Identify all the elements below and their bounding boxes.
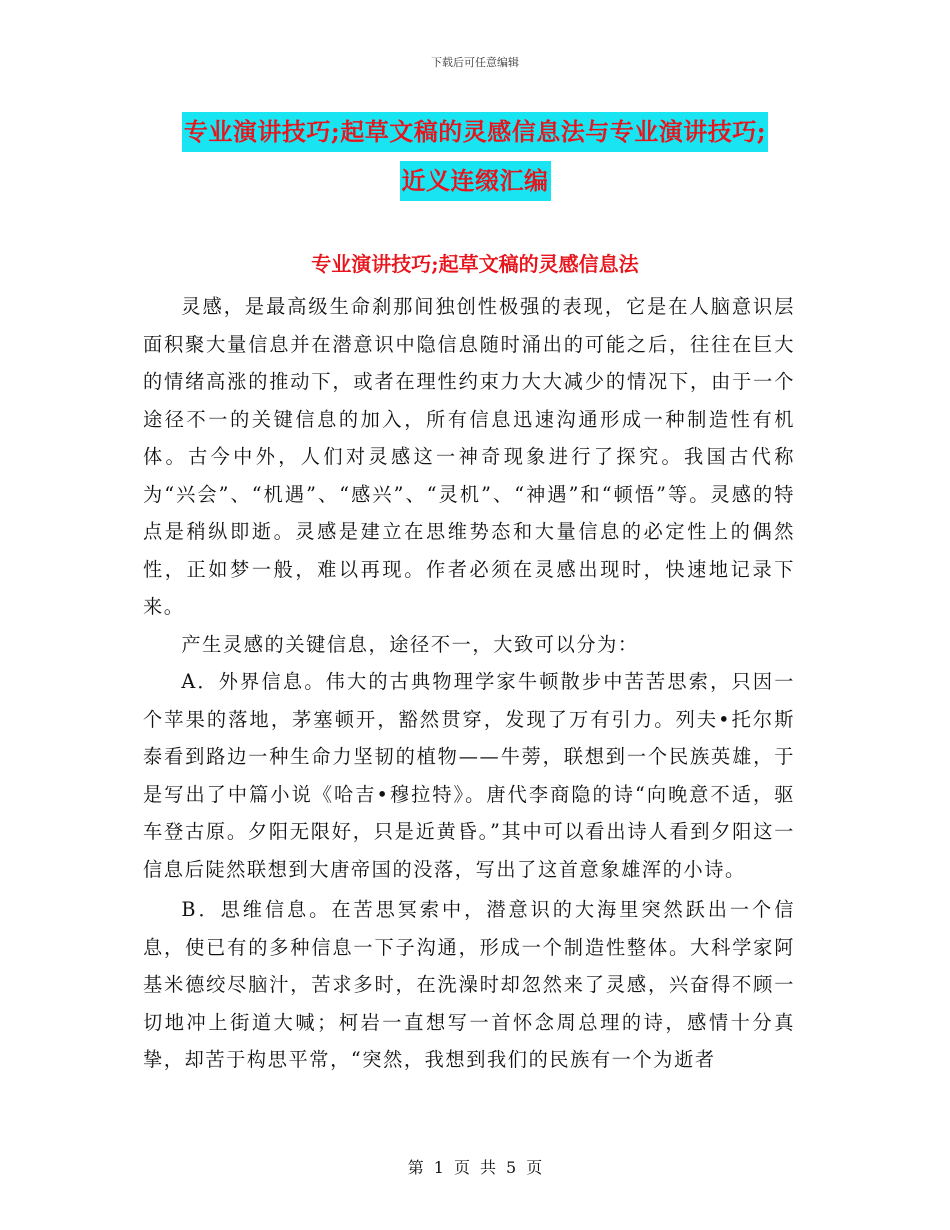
document-title <box>0 112 950 201</box>
paragraph-intro: 灵感，是最高级生命刹那间独创性极强的表现，它是在人脑意识层面积聚大量信息并在潜意识中隐信息随时涌出的可能之后，往往在巨大的情绪高涨的推动下，或者在理性约束力大大减少的情况下，由于一个途径不一的关键信息的加入，所有信息迅速沟通形成一种制造性有机体。古今中外，人们对灵感这一神奇现象进行了探究。我国古代称为“兴会”、“机遇”、“感兴”、“灵机”、“神遇”和“顿悟”等。灵感的特点是稍纵即逝。灵感是建立在思维势态和大量信息的必定性上的偶然性，正如梦一般，难以再现。作者必须在灵感出现时，快速地记录下来。 <box>143 295 795 618</box>
document-title-line-1: 专业演讲技巧;起草文稿的灵感信息法与专业演讲技巧; <box>182 112 768 152</box>
paragraph-thinking-info: B．思维信息。在苦思冥索中，潜意识的大海里突然跃出一个信息，使已有的多种信息一下子沟通，形成一个制造性整体。大科学家阿基米德绞尽脑汁，苦求多时，在洗澡时却忽然来了灵感，兴奋得不顾一切地冲上街道大喊；柯岩一直想写一首怀念周总理的诗，感情十分真挚，却苦于构思平常，“突然，我想到我们的民族有一个为逝者 <box>143 898 795 1071</box>
paragraph-sources: 产生灵感的关键信息，途径不一，大致可以分为： <box>181 632 639 656</box>
footer-total-pages: 5 <box>506 1158 517 1177</box>
footer-total-unit: 页 <box>526 1158 543 1177</box>
paragraph-external-info: A．外界信息。伟大的古典物理学家牛顿散步中苦苦思索，只因一个苹果的落地，茅塞顿开，豁然贯穿，发现了万有引力。列夫•托尔斯泰看到路边一种生命力坚韧的植物——牛蒡，联想到一个民族英雄，于是写出了中篇小说《哈吉•穆拉特》。唐代李商隐的诗“向晚意不适，驱车登古原。夕阳无限好，只是近黄昏。”其中可以看出诗人看到夕阳这一信息后陡然联想到大唐帝国的没落，写出了这首意象雄浑的小诗。 <box>143 670 795 881</box>
footer-page-number: 1 <box>433 1158 444 1177</box>
page-footer <box>0 1155 950 1178</box>
page-header-note: 下载后可任意编辑 <box>431 56 519 69</box>
section-title: 专业演讲技巧;起草文稿的灵感信息法 <box>311 252 639 276</box>
document-title-line-2: 近义连缀汇编 <box>400 161 551 201</box>
footer-page-unit: 页 <box>453 1158 470 1177</box>
footer-page-label: 第 <box>407 1158 424 1177</box>
body-text <box>143 288 795 1079</box>
footer-total-label: 共 <box>480 1158 497 1177</box>
